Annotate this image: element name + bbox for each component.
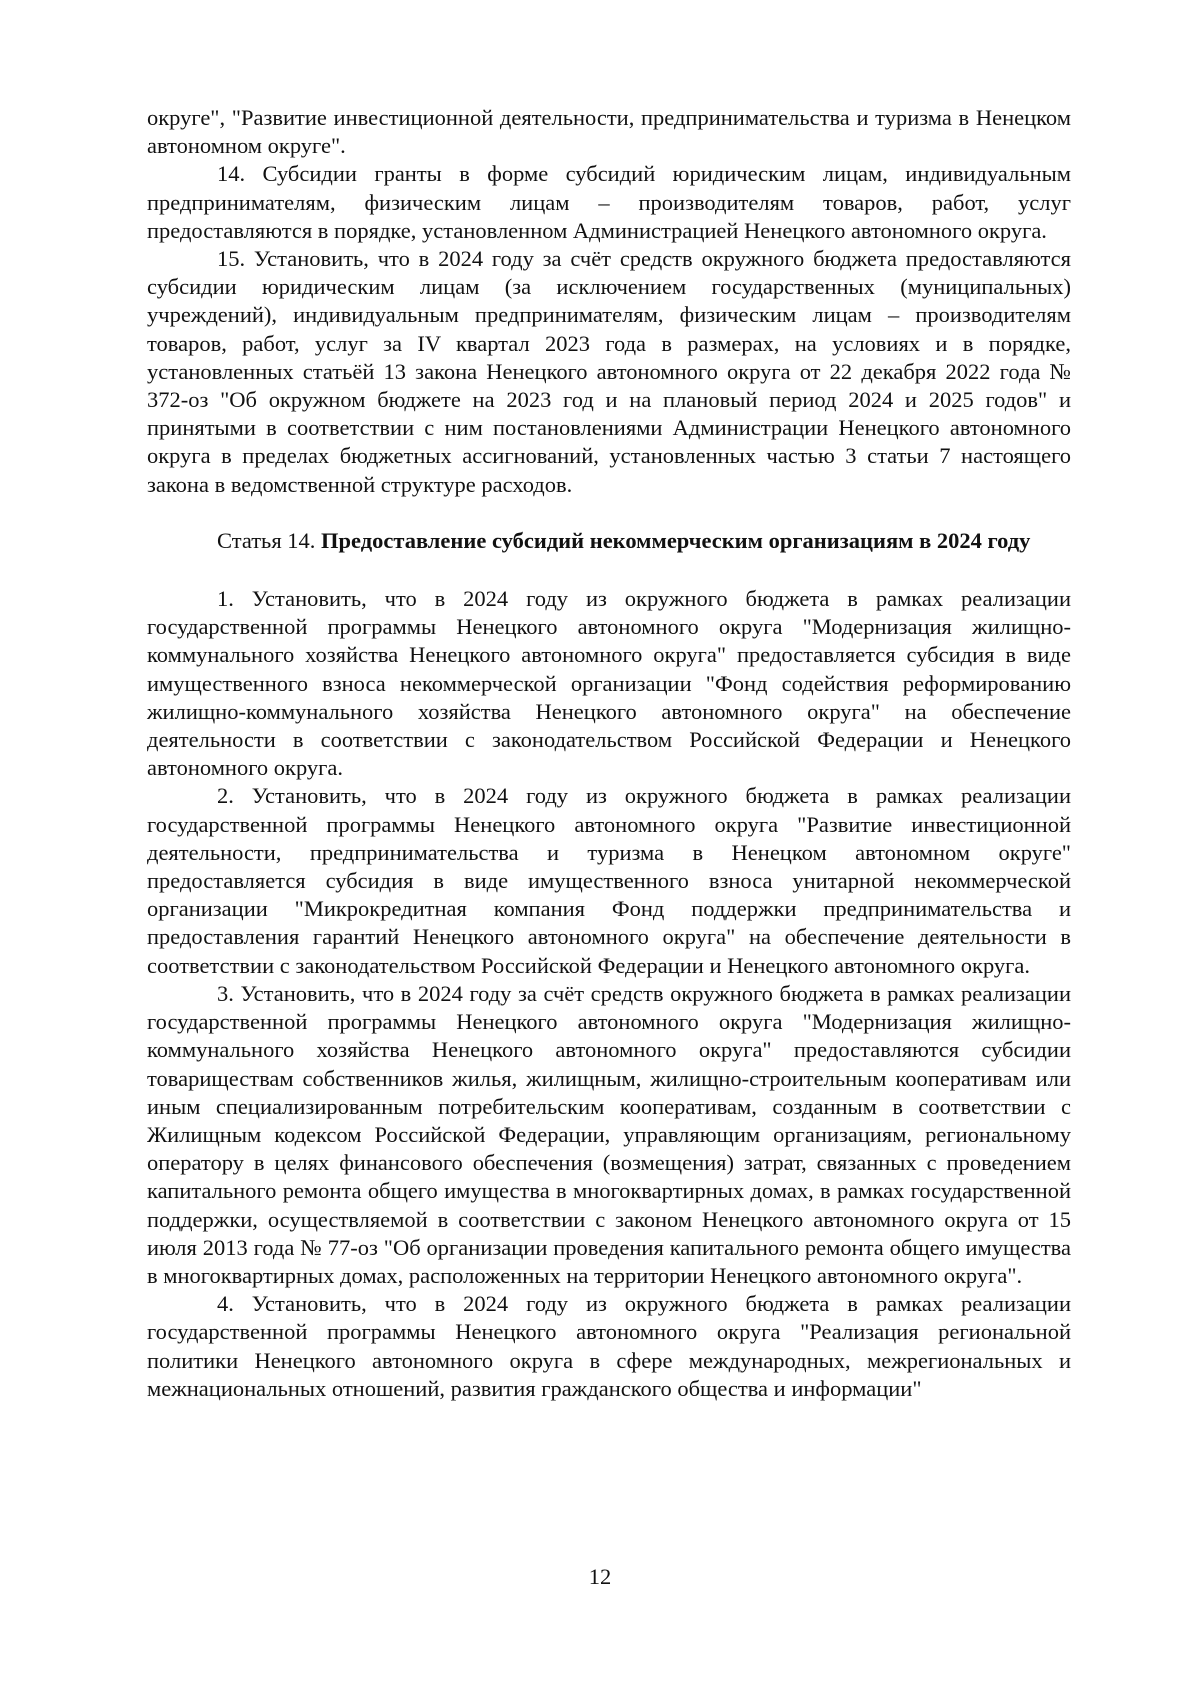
article-title: Предоставление субсидий некоммерческим организациям в 2024 году [321,527,1031,553]
paragraph-item-3: 3. Установить, что в 2024 году за счёт средств окружного бюджета в рамках реализации государственной программы Ненецкого автономного округа "Модернизация жилищно-коммунального хозяйства Ненецкого автономного округа" предоставляются субсидии товариществам собственников жилья, жилищным, жилищно-строительным кооперативам или иным специализированным потребительским кооперативам, созданным в соответствии с Жилищным кодексом Российской Федерации, управляющим организациям, региональному оператору в целях финансового обеспечения (возмещения) затрат, связанных с проведением капитального ремонта общего имущества в многоквартирных домах, в рамках государственной поддержки, осуществляемой в соответствии с законом Ненецкого автономного округа от 15 июля 2013 года № 77-оз "Об организации проведения капитального ремонта общего имущества в многоквартирных домах, расположенных на территории Ненецкого автономного округа". [147,980,1071,1288]
page-number: 12 [588,1564,612,1589]
paragraph-group-bottom [147,585,1071,1403]
paragraph-item-15: 15. Установить, что в 2024 году за счёт средств окружного бюджета предоставляются субсидии юридическим лицам (за исключением государственных (муниципальных) учреждений), индивидуальным предпринимателям, физическим лицам – производителям товаров, работ, услуг за IV квартал 2023 года в размерах, на условиях и в порядке, установленных статьёй 13 закона Ненецкого автономного округа от 22 декабря 2022 года № 372-оз "Об окружном бюджете на 2023 год и на плановый период 2024 и 2025 годов" и принятыми в соответствии с ним постановлениями Администрации Ненецкого автономного округа в пределах бюджетных ассигнований, установленных частью 3 статьи 7 настоящего закона в ведомственной структуре расходов. [147,246,1071,497]
paragraph-continuation: округе", "Развитие инвестиционной деятельности, предпринимательства и туризма в Ненецком автономном округе". [147,105,1071,159]
paragraph-item-2: 2. Установить, что в 2024 году из окружного бюджета в рамках реализации государственной программы Ненецкого автономного округа "Развитие инвестиционной деятельности, предпринимательства и туризма в Ненецком автономном округе" предоставляется субсидия в виде имущественного взноса унитарной некоммерческой организации "Микрокредитная компания Фонд поддержки предпринимательства и предоставления гарантий Ненецкого автономного округа" на обеспечение деятельности в соответствии с законодательством Российской Федерации и Ненецкого автономного округа. [147,783,1071,978]
paragraph-item-1: 1. Установить, что в 2024 году из окружного бюджета в рамках реализации государственной программы Ненецкого автономного округа "Модернизация жилищно-коммунального хозяйства Ненецкого автономного округа" предоставляется субсидия в виде имущественного взноса некоммерческой организации "Фонд содействия реформированию жилищно-коммунального хозяйства Ненецкого автономного округа" на обеспечение деятельности в соответствии с законодательством Российской Федерации и Ненецкого автономного округа. [147,586,1071,781]
paragraph-group-top [147,104,1071,499]
article-label: Статья 14. [217,527,316,553]
paragraph-item-14: 14. Субсидии гранты в форме субсидий юридическим лицам, индивидуальным предпринимателям, физическим лицам – производителям товаров, работ, услуг предоставляются в порядке, установленном Администрацией Ненецкого автономного округа. [147,161,1071,243]
article-heading [147,527,1071,555]
paragraph-item-4: 4. Установить, что в 2024 году из окружного бюджета в рамках реализации государственной программы Ненецкого автономного округа "Реализация региональной политики Ненецкого автономного округа в сфере международных, межрегиональных и межнациональных отношений, развития гражданского общества и информации" [147,1291,1071,1401]
document-page [147,104,1071,1403]
